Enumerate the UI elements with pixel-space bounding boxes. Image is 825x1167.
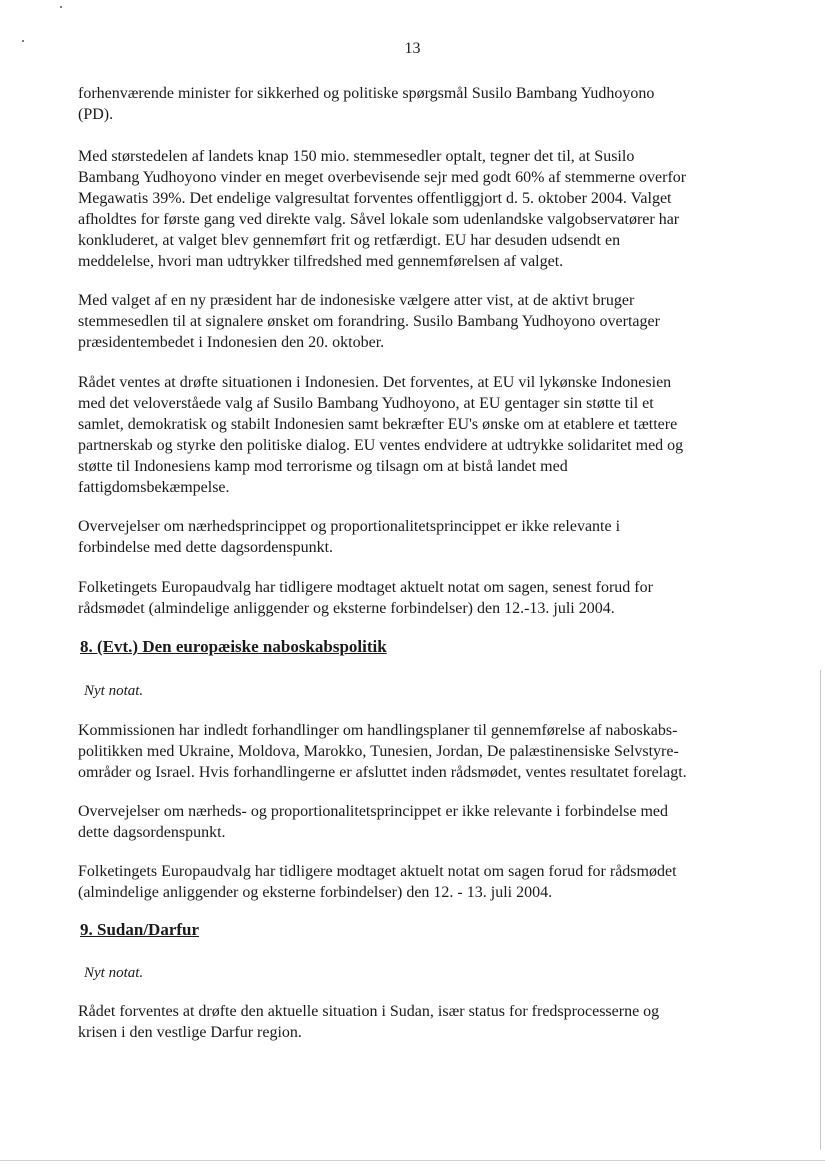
text-line: forhenværende minister for sikkerhed og politiske spørgsmål Susilo Bambang Yudhoyono — [78, 85, 655, 102]
paragraph — [78, 1001, 758, 1043]
section-heading: 9. Sudan/Darfur — [80, 920, 200, 939]
text-line: områder og Israel. Hvis forhandlingerne er afsluttet inden rådsmødet, ventes resultatet forelagt. — [78, 764, 687, 781]
text-line: Kommissionen har indledt forhandlinger om handlingsplaner til gennemførelse af naboskabs- — [78, 722, 678, 739]
text-line: støtte til Indonesiens kamp mod terrorisme og tilsagn om at bistå landet med — [78, 458, 568, 475]
text-line: med det veloverståede valg af Susilo Bambang Yudhoyono, at EU gentager sin støtte til et — [78, 395, 654, 412]
paragraph — [78, 516, 758, 558]
text-line: Megawatis 39%. Det endelige valgresultat forventes offentliggjort d. 5. oktober 2004. Valget — [78, 190, 672, 207]
text-line: samlet, demokratisk og stabilt Indonesien samt bekræfter EU's ønske om at etablere et tættere — [78, 416, 678, 433]
text-line: Folketingets Europaudvalg har tidligere modtaget aktuelt notat om sagen, senest forud for — [78, 579, 653, 596]
text-line: partnerskab og styrke den politiske dialog. EU ventes endvidere at udtrykke solidaritet med og — [78, 437, 684, 454]
paragraph — [78, 290, 758, 353]
section-note: Nyt notat. — [84, 965, 144, 981]
paragraph — [78, 577, 758, 619]
text-line: (PD). — [78, 106, 114, 123]
paragraph — [78, 372, 758, 498]
text-line: Overvejelser om nærheds- og proportionalitetsprincippet er ikke relevante i forbindelse med — [78, 803, 669, 820]
text-line: krisen i den vestlige Darfur region. — [78, 1024, 302, 1041]
text-line: forbindelse med dette dagsordenspunkt. — [78, 539, 334, 556]
text-line: Med størstedelen af landets knap 150 mio. stemmesedler optalt, tegner det til, at Susilo — [78, 148, 635, 165]
paragraph — [78, 801, 758, 843]
paragraph — [78, 146, 758, 272]
text-line: fattigdomsbekæmpelse. — [78, 479, 230, 496]
scan-edge-line — [0, 1160, 825, 1161]
text-line: konkluderet, at valget blev gennemført frit og retfærdigt. EU har desuden udsendt en — [78, 232, 621, 249]
text-line: politikken med Ukraine, Moldova, Marokko, Tunesien, Jordan, De palæstinensiske Selvstyre- — [78, 743, 679, 760]
text-line: afholdtes for første gang ved direkte valg. Såvel lokale som udenlandske valgobservatører har — [78, 211, 680, 228]
text-line: præsidentembedet i Indonesien den 20. oktober. — [78, 334, 385, 351]
text-line: Folketingets Europaudvalg har tidligere modtaget aktuelt notat om sagen forud for rådsmødet — [78, 863, 677, 880]
paragraph — [78, 861, 758, 903]
text-line: Bambang Yudhoyono vinder en meget overbevisende sejr med godt 60% af stemmerne overfor — [78, 169, 687, 186]
text-line: meddelelse, hvori man udtrykker tilfredshed med gennemførelsen af valget. — [78, 253, 564, 270]
section-note: Nyt notat. — [84, 683, 144, 699]
text-line: Overvejelser om nærhedsprincippet og proportionalitetsprincippet er ikke relevante i — [78, 518, 621, 535]
scan-edge-line — [820, 670, 821, 1150]
page-number: 13 — [404, 40, 421, 57]
text-line: dette dagsordenspunkt. — [78, 824, 226, 841]
scan-speck — [60, 6, 62, 8]
text-line: Med valget af en ny præsident har de indonesiske vælgere atter vist, at de aktivt bruger — [78, 292, 635, 309]
text-line: rådsmødet (almindelige anliggender og eksterne forbindelser) den 12.-13. juli 2004. — [78, 600, 615, 617]
text-line: Rådet ventes at drøfte situationen i Indonesien. Det forventes, at EU vil lykønske Indonesien — [78, 374, 672, 391]
section-heading: 8. (Evt.) Den europæiske naboskabspolitik — [80, 637, 387, 656]
paragraph — [78, 83, 758, 125]
paragraph — [78, 720, 758, 783]
text-line: stemmesedlen til at signalere ønsket om forandring. Susilo Bambang Yudhoyono overtager — [78, 313, 660, 330]
text-line: (almindelige anliggender og eksterne forbindelser) den 12. - 13. juli 2004. — [78, 884, 553, 901]
text-line: Rådet forventes at drøfte den aktuelle situation i Sudan, især status for fredsprocesserne og — [78, 1003, 660, 1020]
